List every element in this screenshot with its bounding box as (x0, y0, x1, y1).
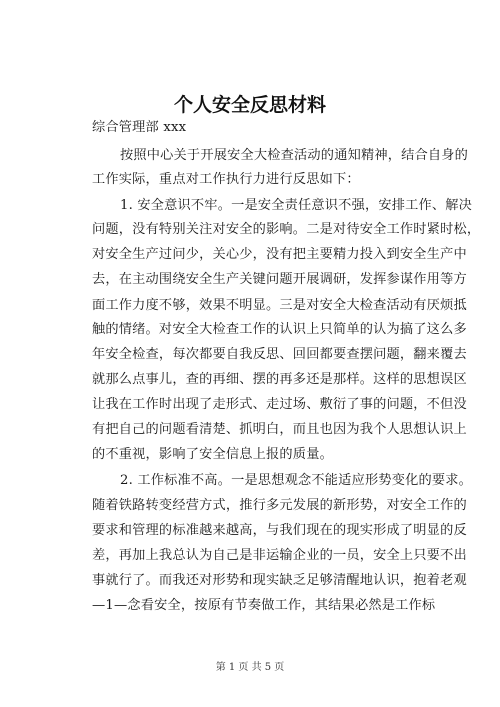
paragraph-line: 面工作力度不够，效果不明显。三是对安全大检查活动有厌烦抵 (92, 298, 467, 313)
paragraph-line: 年安全检查，每次都要自我反思、回回都要查摆问题，翻来覆去 (92, 347, 467, 362)
paragraph-line: 对安全生产过问少，关心少，没有把主要精力投入到安全生产中 (92, 247, 467, 262)
paragraph-line: 触的情绪。对安全大检查工作的认识上只简单的认为搞了这么多 (92, 322, 467, 337)
department-line: 综合管理部 xxx (92, 120, 187, 135)
paragraph-line: 有把自己的问题看清楚、抓明白，而且也因为我个人思想认识上 (92, 422, 467, 437)
paragraph-line: 让我在工作时出现了走形式、走过场、敷衍了事的问题，不但没 (92, 397, 467, 412)
paragraph-line: 就那么点事儿，查的再细、摆的再多还是那样。这样的思想误区 (92, 372, 467, 387)
document-title: 个人安全反思材料 (173, 94, 326, 116)
paragraph-line: 问题，没有特别关注对安全的影响。二是对待安全工作时紧时松， (92, 222, 481, 237)
paragraph-line: 2. 工作标准不高。一是思想观念不能适应形势变化的要求。 (120, 473, 473, 488)
paragraph-line: 1. 安全意识不牢。一是安全责任意识不强，安排工作、解决 (120, 198, 473, 213)
paragraph-line: —1—念看安全，按原有节奏做工作，其结果必然是工作标 (92, 598, 436, 613)
paragraph-line: 随着铁路转变经营方式，推行多元发展的新形势，对安全工作的 (92, 498, 467, 513)
paragraph-line: 工作实际，重点对工作执行力进行反思如下： (92, 172, 360, 187)
paragraph-line: 事就行了。而我还对形势和现实缺乏足够清醒地认识，抱着老观 (92, 573, 467, 588)
paragraph-line: 差，再加上我总认为自己是非运输企业的一员，安全上只要不出 (92, 548, 467, 563)
paragraph-line: 的不重视，影响了安全信息上报的质量。 (92, 447, 333, 462)
paragraph-line: 按照中心关于开展安全大检查活动的通知精神，结合自身的 (120, 148, 469, 163)
paragraph-line: 去，在主动围绕安全生产关键问题开展调研，发挥参谋作用等方 (92, 272, 467, 287)
page-footer: 第 1 页 共 5 页 (215, 662, 285, 673)
paragraph-line: 要求和管理的标准越来越高，与我们现在的现实形成了明显的反 (92, 523, 467, 538)
